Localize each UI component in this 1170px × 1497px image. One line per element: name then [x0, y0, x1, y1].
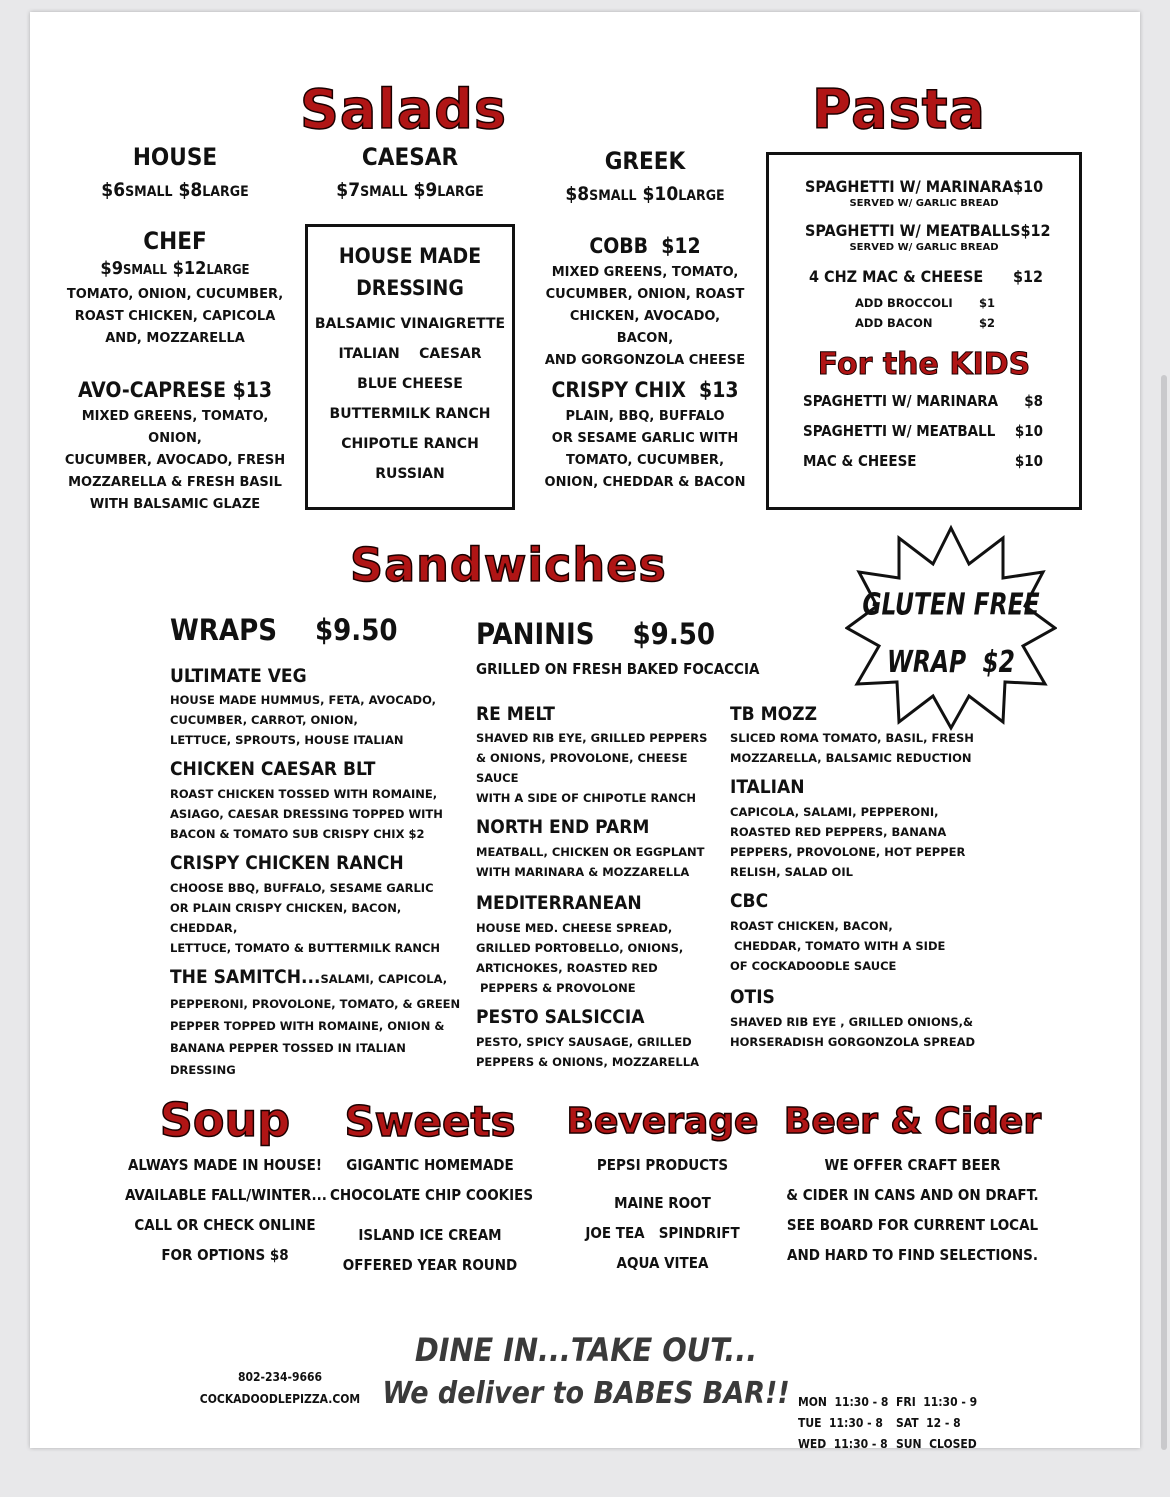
contact-info — [190, 1366, 370, 1410]
salad-caesar — [320, 140, 500, 208]
sandwich-name: TB MOZZ — [730, 703, 817, 725]
tagline-line: We deliver to BABES BAR!! — [382, 1376, 790, 1411]
salad-desc: TOMATO, ONION, CUCUMBER, ROAST CHICKEN, CAPICOLA AND, MOZZARELLA — [66, 287, 284, 346]
sandwich-desc: PESTO, SPICY SAUSAGE, GRILLED PEPPERS & ONIONS, MOZZARELLA — [476, 1035, 699, 1069]
kids-item: SPAGHETTI W/ MARINARA $8 — [803, 392, 1043, 410]
hours-right: FRI 11:30 - 9 SAT 12 - 8 SUN CLOSED — [896, 1395, 978, 1451]
pasta-item: 4 CHZ MAC & CHEESE $12 — [809, 267, 1043, 286]
tagline-line: DINE IN...TAKE OUT... — [414, 1331, 758, 1369]
soup-section: Soup ALWAYS MADE IN HOUSE! AVAILABLE FALL/WINTER... CALL OR CHECK ONLINE FOR OPTIONS $8 — [125, 1090, 325, 1270]
price: $12 — [1012, 267, 1043, 286]
pasta-note: SERVED W/ GARLIC BREAD — [849, 242, 999, 253]
wraps-list — [170, 662, 470, 1081]
samitch: THE SAMITCH...SALAMI, CAPICOLA, — [170, 966, 448, 988]
pasta-addons: ADD BROCCOLI $1 ADD BACON $2 — [855, 296, 995, 330]
badge-line: WRAP $2 — [887, 645, 1015, 680]
pasta-box — [766, 152, 1082, 510]
phone-number: 802-234-9666 — [237, 1370, 323, 1384]
sandwich-name: OTIS — [730, 986, 775, 1008]
price: $10 — [642, 183, 679, 205]
size-label: LARGE — [206, 263, 250, 278]
sandwich-name: RE MELT — [476, 703, 555, 725]
pasta-note: SERVED W/ GARLIC BREAD — [849, 198, 999, 209]
salad-avo-caprese — [55, 374, 295, 516]
dressing-box — [305, 224, 515, 510]
salad-house — [85, 140, 265, 208]
salads-title: Salads — [300, 78, 508, 141]
price: $6 — [101, 179, 126, 201]
sandwich-desc: SHAVED RIB EYE , GRILLED ONIONS,& HORSERADISH GORGONZOLA SPREAD — [730, 1015, 976, 1049]
sandwich-name: MEDITERRANEAN — [476, 892, 642, 914]
price: $7 — [336, 179, 361, 201]
price: $10 — [1013, 177, 1044, 196]
website: COCKADOODLEPIZZA.COM — [199, 1392, 361, 1406]
sandwich-desc: PEPPERONI, PROVOLONE, TOMATO, & GREEN PEPPER TOPPED WITH ROMAINE, ONION & BANANA PEPPER TOSSED IN ITALIAN DRESSING — [170, 997, 461, 1077]
sandwich-desc: CHOOSE BBQ, BUFFALO, SESAME GARLIC OR PLAIN CRISPY CHICKEN, BACON, CHEDDAR, LETTUCE, TOMATO & BUTTERMILK RANCH — [170, 881, 441, 955]
kids-title: For the KIDS — [817, 347, 1031, 382]
salad-greek — [550, 144, 740, 212]
price: $9 — [413, 179, 438, 201]
sandwich-name: NORTH END PARM — [476, 816, 650, 838]
dressing-title: HOUSE MADE — [338, 244, 482, 268]
price: $12 — [172, 258, 207, 279]
sweets-title: Sweets — [344, 1097, 516, 1146]
pasta-item: SPAGHETTI W/ MEATBALLS $12 — [805, 221, 1051, 240]
kids-item: SPAGHETTI W/ MEATBALL $10 — [803, 422, 1043, 440]
salad-desc: MIXED GREENS, TOMATO, CUCUMBER, ONION, ROAST CHICKEN, AVOCADO, BACON, AND GORGONZOLA CHEESE — [544, 265, 746, 368]
tagline — [382, 1328, 790, 1416]
salad-name: COBB $12 — [589, 234, 701, 258]
price: $9 — [100, 258, 123, 279]
size-label: LARGE — [678, 188, 725, 204]
salad-cobb — [540, 230, 750, 372]
pasta-title: Pasta — [812, 78, 986, 141]
sandwich-desc: ROAST CHICKEN TOSSED WITH ROMAINE, ASIAGO, CAESAR DRESSING TOPPED WITH BACON & TOMATO SUB CRISPY CHIX $2 — [170, 787, 443, 841]
sandwich-desc: HOUSE MED. CHEESE SPREAD, GRILLED PORTOBELLO, ONIONS, ARTICHOKES, ROASTED RED PEPPERS & PROVOLONE — [476, 921, 684, 995]
size-label: SMALL — [122, 263, 167, 278]
sandwich-name: ITALIAN — [730, 776, 805, 798]
paninis-col2 — [730, 700, 980, 1052]
hours-left: MON 11:30 - 8 TUE 11:30 - 8 WED 11:30 - 8 — [798, 1395, 889, 1451]
sandwich-name: CHICKEN CAESAR BLT — [170, 758, 376, 780]
sweets-section: Sweets GIGANTIC HOMEMADE CHOCOLATE CHIP COOKIES ISLAND ICE CREAM OFFERED YEAR ROUND — [330, 1094, 530, 1280]
wraps-header: WRAPS $9.50 — [170, 613, 398, 647]
kids-item: MAC & CHEESE $10 — [803, 452, 1043, 470]
scrollbar[interactable] — [1161, 375, 1167, 1450]
badge-line: GLUTEN FREE — [862, 588, 1040, 623]
sandwich-desc: HOUSE MADE HUMMUS, FETA, AVOCADO, CUCUMBER, CARROT, ONION, LETTUCE, SPROUTS, HOUSE ITALIAN — [170, 693, 436, 747]
size-label: LARGE — [202, 184, 249, 200]
beer-title: Beer & Cider — [783, 1101, 1042, 1142]
sandwich-name: ULTIMATE VEG — [170, 665, 307, 687]
salad-desc: MIXED GREENS, TOMATO, ONION, CUCUMBER, AVOCADO, FRESH MOZZARELLA & FRESH BASIL WITH BALSAMIC GLAZE — [64, 409, 286, 512]
size-label: SMALL — [360, 184, 408, 200]
paninis-col1 — [476, 700, 726, 1072]
sandwich-name: THE SAMITCH... — [170, 966, 321, 988]
sandwich-desc: SLICED ROMA TOMATO, BASIL, FRESH MOZZARELLA, BALSAMIC REDUCTION — [730, 731, 974, 765]
sandwich-name: PESTO SALSICCIA — [476, 1006, 645, 1028]
beverage-title: Beverage — [566, 1101, 759, 1142]
sandwiches-title: Sandwiches — [350, 538, 667, 592]
sandwich-desc: MEATBALL, CHICKEN OR EGGPLANT WITH MARINARA & MOZZARELLA — [476, 845, 705, 879]
size-label: LARGE — [437, 184, 484, 200]
salad-crispy-chix — [540, 374, 750, 494]
sandwich-name: CRISPY CHICKEN RANCH — [170, 852, 404, 874]
sandwich-desc: ROAST CHICKEN, BACON, CHEDDAR, TOMATO WITH A SIDE OF COCKADOODLE SAUCE — [730, 919, 946, 973]
sandwich-name: CBC — [730, 890, 769, 912]
paninis-header: PANINIS $9.50 — [476, 617, 716, 651]
soup-title: Soup — [159, 1093, 291, 1147]
menu-page — [30, 12, 1140, 1451]
price: $8 — [178, 179, 203, 201]
dressing-title: DRESSING — [356, 276, 464, 300]
salad-name: CRISPY CHIX $13 — [551, 378, 739, 402]
beer-cider-section: Beer & Cider WE OFFER CRAFT BEER & CIDER IN CANS AND ON DRAFT. SEE BOARD FOR CURRENT LOCAL AND HARD TO FIND SELECTIONS. — [780, 1094, 1045, 1270]
beverage-section: Beverage PEPSI PRODUCTS MAINE ROOT JOE TEA SPINDRIFT AQUA VITEA — [560, 1094, 765, 1278]
pasta-item: SPAGHETTI W/ MARINARA $10 — [805, 177, 1044, 196]
salad-chef — [65, 226, 285, 350]
salad-name: CHEF — [143, 227, 207, 255]
price: $12 — [1020, 221, 1051, 240]
paninis-subtitle: GRILLED ON FRESH BAKED FOCACCIA — [476, 660, 760, 678]
sandwich-desc: CAPICOLA, SALAMI, PEPPERONI, ROASTED RED PEPPERS, BANANA PEPPERS, PROVOLONE, HOT PEPPER RELISH, SALAD OIL — [730, 805, 966, 879]
size-label: SMALL — [589, 188, 637, 204]
salad-name: HOUSE — [132, 143, 218, 171]
salad-name: GREEK — [604, 147, 686, 175]
salad-name: CAESAR — [361, 143, 459, 171]
salad-name: AVO-CAPRESE $13 — [77, 378, 273, 402]
dressing-list: BALSAMIC VINAIGRETTE ITALIAN CAESAR BLUE CHEESE BUTTERMILK RANCH CHIPOTLE RANCH RUSSIAN — [314, 316, 506, 482]
sandwich-desc: SHAVED RIB EYE, GRILLED PEPPERS & ONIONS, PROVOLONE, CHEESE SAUCE WITH A SIDE OF CHIPOTLE RANCH — [476, 731, 708, 805]
size-label: SMALL — [125, 184, 173, 200]
price: $8 — [565, 183, 590, 205]
salad-desc: PLAIN, BBQ, BUFFALO OR SESAME GARLIC WITH TOMATO, CUCUMBER, ONION, CHEDDAR & BACON — [544, 409, 746, 490]
